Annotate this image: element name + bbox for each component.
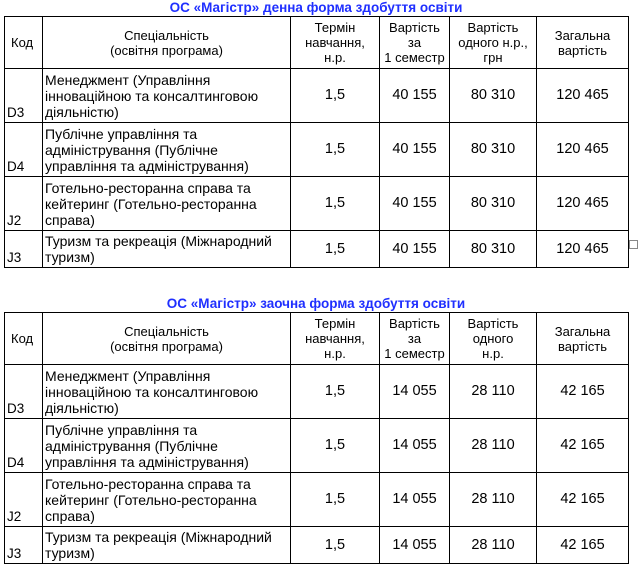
row-term: 1,5 [291, 473, 380, 527]
row-total-cost: 42 165 [537, 365, 629, 419]
fulltime-section [4, 0, 629, 268]
row-year-cost: 80 310 [450, 69, 537, 123]
text-boundary-marker [629, 240, 638, 249]
table-row [5, 527, 629, 564]
header-semester-cost: Вартість за 1 семестр [380, 313, 450, 365]
fulltime-table-caption: ОС «Магістр» денна форма здобуття освіти [169, 0, 463, 15]
table-row [5, 365, 629, 419]
header-code: Код [5, 313, 43, 365]
row-code: D4 [5, 419, 43, 473]
row-year-cost: 28 110 [450, 527, 537, 564]
row-specialty: Готельно-ресторанна справа та кейтеринг (Готельно-ресторанна справа) [43, 177, 291, 231]
row-code: J3 [5, 231, 43, 268]
row-total-cost: 42 165 [537, 527, 629, 564]
fulltime-tuition-table [4, 16, 629, 268]
row-term: 1,5 [291, 123, 380, 177]
header-code: Код [5, 17, 43, 69]
row-code: J2 [5, 177, 43, 231]
row-specialty: Готельно-ресторанна справа та кейтеринг (Готельно-ресторанна справа) [43, 473, 291, 527]
row-semester-cost: 40 155 [380, 69, 450, 123]
row-specialty: Менеджмент (Управління інноваційною та консалтинговою діяльністю) [43, 365, 291, 419]
row-specialty: Публічне управління та адміністрування (Публічне управління та адміністрування) [43, 123, 291, 177]
table-header-row [5, 313, 629, 365]
row-year-cost: 28 110 [450, 473, 537, 527]
header-year-cost: Вартість одного н.р. [450, 313, 537, 365]
table-row [5, 231, 629, 268]
row-term: 1,5 [291, 527, 380, 564]
row-total-cost: 120 465 [537, 231, 629, 268]
row-code: D4 [5, 123, 43, 177]
table-row [5, 123, 629, 177]
row-semester-cost: 14 055 [380, 365, 450, 419]
row-semester-cost: 40 155 [380, 231, 450, 268]
header-specialty: Спеціальність (освітня програма) [43, 17, 291, 69]
row-semester-cost: 14 055 [380, 419, 450, 473]
row-term: 1,5 [291, 231, 380, 268]
row-specialty: Публічне управління та адміністрування (Публічне управління та адміністрування) [43, 419, 291, 473]
row-year-cost: 80 310 [450, 177, 537, 231]
row-term: 1,5 [291, 365, 380, 419]
row-code: J2 [5, 473, 43, 527]
header-study-term: Термін навчання, н.р. [291, 313, 380, 365]
row-specialty: Туризм та рекреація (Міжнародний туризм) [43, 231, 291, 268]
parttime-tuition-table [4, 312, 629, 564]
header-total-cost: Загальна вартість [537, 17, 629, 69]
row-total-cost: 120 465 [537, 69, 629, 123]
row-semester-cost: 14 055 [380, 473, 450, 527]
row-code: J3 [5, 527, 43, 564]
row-year-cost: 80 310 [450, 123, 537, 177]
row-total-cost: 42 165 [537, 473, 629, 527]
row-semester-cost: 40 155 [380, 123, 450, 177]
header-semester-cost: Вартість за 1 семестр [380, 17, 450, 69]
row-year-cost: 28 110 [450, 419, 537, 473]
row-specialty: Менеджмент (Управління інноваційною та консалтинговою діяльністю) [43, 69, 291, 123]
row-code: D3 [5, 69, 43, 123]
parttime-table-caption: ОС «Магістр» заочна форма здобуття освіти [166, 296, 466, 311]
row-semester-cost: 14 055 [380, 527, 450, 564]
row-total-cost: 120 465 [537, 177, 629, 231]
table-header-row [5, 17, 629, 69]
row-year-cost: 28 110 [450, 365, 537, 419]
row-total-cost: 42 165 [537, 419, 629, 473]
parttime-section [4, 296, 629, 564]
table-row [5, 69, 629, 123]
row-total-cost: 120 465 [537, 123, 629, 177]
header-study-term: Термін навчання, н.р. [291, 17, 380, 69]
row-code: D3 [5, 365, 43, 419]
header-specialty: Спеціальність (освітня програма) [43, 313, 291, 365]
row-year-cost: 80 310 [450, 231, 537, 268]
header-year-cost: Вартість одного н.р., грн [450, 17, 537, 69]
table-row [5, 177, 629, 231]
row-term: 1,5 [291, 177, 380, 231]
row-semester-cost: 40 155 [380, 177, 450, 231]
row-term: 1,5 [291, 419, 380, 473]
table-row [5, 419, 629, 473]
row-term: 1,5 [291, 69, 380, 123]
row-specialty: Туризм та рекреація (Міжнародний туризм) [43, 527, 291, 564]
table-row [5, 473, 629, 527]
header-total-cost: Загальна вартість [537, 313, 629, 365]
